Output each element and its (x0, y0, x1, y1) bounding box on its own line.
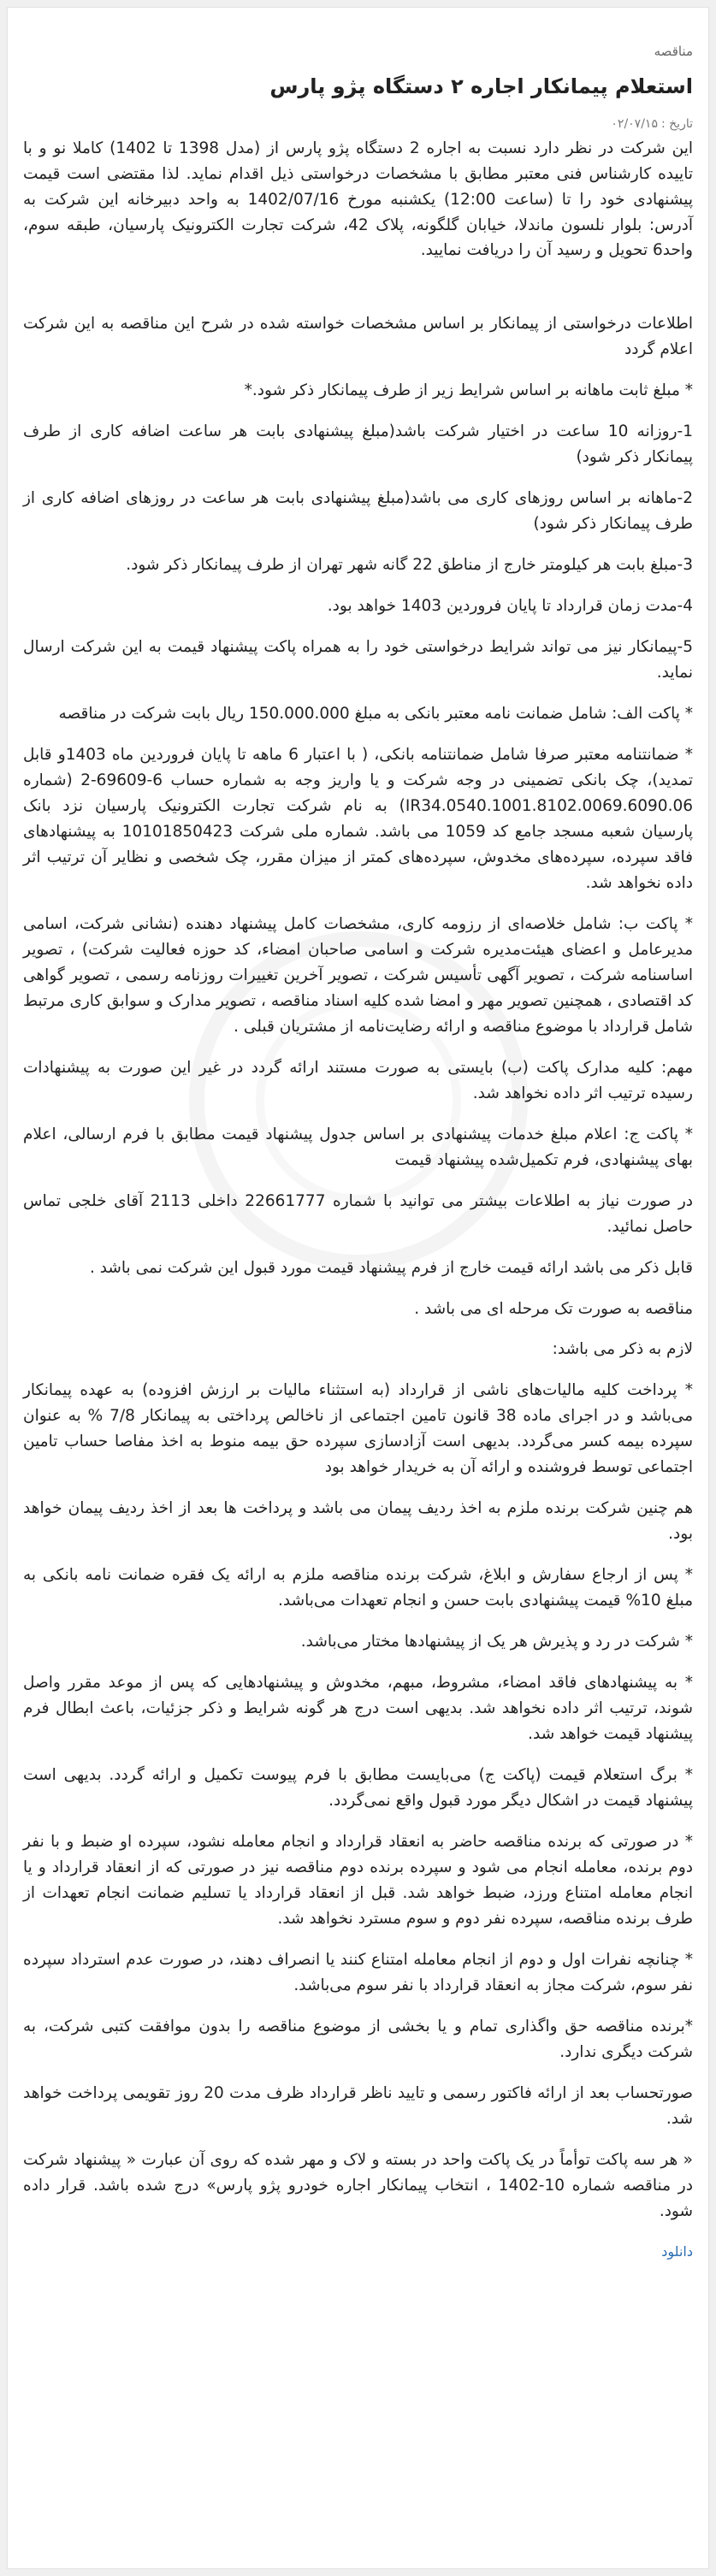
envelope-a: * پاکت الف: شامل ضمانت نامه معتبر بانکی به مبلغ 150.000.000 ریال بابت شرکت در مناقصه (58, 705, 693, 724)
assignment-note: *برنده مناقصه حق واگذاری تمام و یا بخشی از موضوع مناقصه را بدون موافقت کتبی شرکت، به شرکت دیگری ندارد. (23, 2017, 693, 2061)
fixed-price-note: * مبلغ ثابت ماهانه بر اساس شرایط زیر از طرف پیمانکار ذکر شود.* (244, 381, 693, 400)
acceptance-note: * شرکت در رد و پذیرش هر یک از پیشنهادها مختار می‌باشد. (300, 1633, 693, 1651)
condition-2: 2-ماهانه بر اساس روزهای کاری می باشد(مبلغ پیشنهادی بابت هر ساعت در روزهای اضافه کاری از طرف پیمانکار ذکر شود) (23, 489, 693, 534)
page-title: استعلام پیمانکار اجاره ۲ دستگاه پژو پارس (269, 74, 693, 98)
info-request-paragraph: اطلاعات درخواستی از پیمانکار بر اساس مشخصات خواسته شده در شرح این مناقصه به این شرکت اعلام گردد (23, 315, 693, 359)
tax-note: * پرداخت کلیه مالیات‌های ناشی از قرارداد (به استثناء مالیات بر ارزش افزوده) به عهده پیمانکار می‌باشد و در اجرای ماده 38 قانون تامین اجتماعی از ناخالص پرداختی به پیمانکار 7/8 % به عنوان سپرده بیمه کسر می‌گردد. بدیهی است آزادسازی سپرده حق بیمه منوط به اخذ مفاصا حساب تامین اجتماعی توسط فروشنده و ارائه آن به خریدار خواهد بود (23, 1381, 693, 1477)
envelope-b: * پاکت ب: شامل خلاصه‌ای از رزومه کاری، مشخصات کامل پیشنهاد دهنده (نشانی شرکت، اسامی مدیرعامل و اعضای هیئت‌مدیره شرکت و اسامی صاحبان امضاء، کد حوزه فعالیت شرکت) ، تصویر اساسنامه شرکت ، تصویر آگهی تأسیس شرکت ، تصویر آخرین تغییرات روزنامه رسمی ، تصویر گواهی کد اقتصادی ، همچنین تصویر مهر و امضا شده کلیه اسناد مناقصه ، تصویر مدارک و سوابق کاری مرتبط شامل قرارداد با موضوع مناقصه و ارائه رضایت‌نامه از مشتریان قبلی . (23, 914, 693, 1036)
date-row (23, 117, 693, 131)
download-link[interactable]: دانلود (661, 2242, 693, 2260)
price-form-note: * برگ استعلام قیمت (پاکت ج) می‌بایست مطابق با فرم پیوست تکمیل و ارائه گردد. بدیهی است پیشنهاد قیمت در اشکال دیگر مورد قبول واقع نمی‌گردد. (23, 1766, 693, 1811)
notes-heading: لازم به ذکر می باشد: (552, 1340, 693, 1359)
single-stage-note: مناقصه به صورت تک مرحله ای می باشد . (414, 1299, 693, 1318)
condition-1: 1-روزانه 10 ساعت در اختیار شرکت باشد(مبلغ پیشنهادی بابت هر ساعت اضافه کاری از طرف پیمانکار ذکر شود) (23, 422, 693, 467)
envelope-submission-note: « هر سه پاکت توأماً در یک پاکت واحد در بسته و لاک و مهر شده که روی آن عبارت « پیشنهاد شرکت در مناقصه شماره 10-1402 ، انتخاب پیمانکار اجاره خودرو پژو پارس» درج شده باشد. قرار داده شود. (23, 2150, 693, 2220)
forfeit-note: * در صورتی که برنده مناقصه حاضر به انعقاد قرارداد و انجام معامله نشود، سپرده او ضبط و با نفر دوم برنده، معامله انجام می شود و سپرده برنده دوم مناقصه نیز در صورتی که از انعقاد قرارداد و یا انجام معامله امتناع ورزد، ضبط خواهد شد. قبل از انعقاد قرارداد یا تسلیم ضمانت انجام تعهدات از طرف برنده مناقصه، سپرده نفر دوم و سوم مسترد نخواهد شد. (23, 1833, 693, 1928)
tender-card (7, 7, 709, 2569)
condition-5: 5-پیمانکار نیز می تواند شرایط درخواستی خود را به همراه پاکت پیشنهاد قیمت به این شرکت ارسال نماید. (23, 638, 693, 682)
date-label: تاریخ : (660, 116, 693, 131)
category-label[interactable]: مناقصه (654, 44, 693, 59)
intro-paragraph: این شرکت در نظر دارد نسبت به اجاره 2 دستگاه پژو پارس از (مدل 1398 تا 1402) کاملا نو و با تاییده کارشناس فنی معتبر مطابق با مشخصات درخواستی ذیل اقدام نماید. لذا مقتضی است قیمت پیشنهادی خود را تا (ساعت 12:00) یکشنبه مورخ 1402/07/16 به واحد دبیرخانه این شرکت به آدرس: بلوار نلسون ماندلا، خیابان گلگونه، پلاک 42، شرکت تجارت الکترونیک پارسیان، طبقه سوم، واحد6 تحویل و رسید آن را دریافت نمایید. (23, 139, 694, 260)
performance-guarantee-note: * پس از ارجاع سفارش و ابلاغ، شرکت برنده مناقصه ملزم به ارائه یک فقره ضمانت نامه بانکی به مبلغ 10% قیمت پیشنهادی بابت حسن و انجام تعهدات می‌باشد. (23, 1566, 693, 1610)
date-value: ۰۲/۰۷/۱۵ (611, 116, 658, 131)
third-place-note: * چنانچه نفرات اول و دوم از انجام معامله امتناع کنند یا انصراف دهند، در صورت عدم استرداد سپرده نفر سوم، شرکت مجاز به انعقاد قرارداد با نفر سوم می‌باشد. (23, 1950, 693, 1994)
important-note: مهم: کلیه مدارک پاکت (ب) بایستی به صورت مستند ارائه گردد در غیر این صورت به پیشنهادات رسیده ترتیب اثر داده نخواهد شد. (23, 1058, 693, 1102)
condition-4: 4-مدت زمان قرارداد تا پایان فروردین 1403 خواهد بود. (327, 597, 693, 616)
condition-3: 3-مبلغ بابت هر کیلومتر خارج از مناطق 22 گانه شهر تهران از طرف پیمانکار ذکر شود. (126, 556, 693, 575)
tender-content (8, 8, 708, 2260)
envelope-c: * پاکت ج: اعلام مبلغ خدمات پیشنهادی بر اساس جدول پیشنهاد قیمت مطابق با فرم ارسالی، اعلام بهای پیشنهادی، فرم تکمیل‌شده پیشنهاد قیمت (23, 1125, 693, 1169)
form-note: قابل ذکر می باشد ارائه قیمت خارج از فرم پیشنهاد قیمت مورد قبول این شرکت نمی باشد . (89, 1258, 693, 1277)
contact-info: در صورت نیاز به اطلاعات بیشتر می توانید با شماره 22661777 داخلی 2113 آقای خلجی تماس حاصل نمائید. (23, 1191, 693, 1236)
invalid-proposals-note: * به پیشنهادهای فاقد امضاء، مشروط، مبهم، مخدوش و پیشنهادهایی که پس از موعد مقرر واصل شوند، ترتیب اثر داده نخواهد شد. بدیهی است درج هر گونه شرایط و ذکر جزئیات، باعث ابطال فرم پیشنهاد قیمت خواهد شد. (23, 1674, 693, 1744)
contract-row-note: هم چنین شرکت برنده ملزم به اخذ ردیف پیمان می باشد و پرداخت ها بعد از اخذ ردیف پیمان خواهد بود. (23, 1499, 693, 1544)
payment-note: صورتحساب بعد از ارائه فاکتور رسمی و تایید ناظر قرارداد ظرف مدت 20 روز تقویمی پرداخت خواهد شد. (23, 2083, 693, 2128)
guarantee-details: * ضمانتنامه معتبر صرفا شامل ضمانتنامه بانکی، ( با اعتبار 6 ماهه تا پایان فروردین ماه 1403و قابل تمدید)، چک بانکی تضمینی در وجه شرکت و یا واریز وجه به شماره حساب 6-69609-2 (شماره IR34.0540.1001.8102.0069.6090.06) به نام شرکت تجارت الکترونیک پارسیان نزد بانک پارسیان شعبه مسجد جامع کد 1059 می باشد. شماره ملی شرکت 10101850423 به پیشنهادهای فاقد سپرده، سپرده‌های مخدوش، سپرده‌های کمتر از میزان مقرر، چک شخصی و نظایر آن ترتیب اثر داده نخواهد شد. (23, 746, 693, 892)
